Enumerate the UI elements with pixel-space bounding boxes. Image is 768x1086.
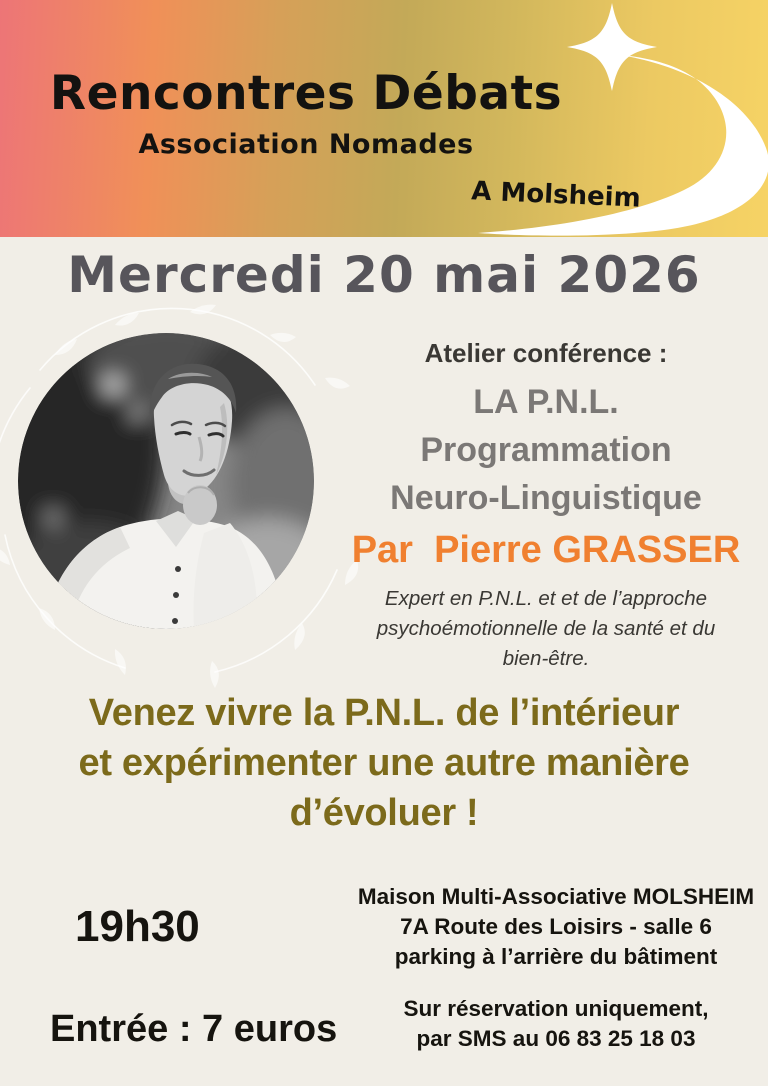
event-date: Mercredi 20 mai 2026 <box>67 246 701 304</box>
header-text-block <box>0 68 612 160</box>
speaker-bio <box>330 584 762 674</box>
event-title-word-1: Programmation <box>420 431 672 469</box>
venue-address <box>348 882 764 972</box>
venue-line: 7A Route des Loisirs - salle 6 <box>400 914 712 939</box>
speaker-name: Par Pierre GRASSER <box>351 529 741 571</box>
venue-line: Maison Multi-Associative MOLSHEIM <box>357 884 755 909</box>
pitch-line: d’évoluer ! <box>289 792 479 834</box>
speaker-bio-line: bien-être. <box>502 647 590 670</box>
booking-line: par SMS au 06 83 25 18 03 <box>416 1026 696 1051</box>
event-title-word-2: Neuro-Linguistique <box>390 479 702 517</box>
event-info-column <box>330 336 762 674</box>
venue-line: parking à l’arrière du bâtiment <box>394 944 718 969</box>
event-kicker: Atelier conférence : <box>424 338 668 368</box>
event-acronym: LA P.N.L. <box>473 383 619 421</box>
poster-title: Rencontres Débats <box>49 66 563 121</box>
speaker-bio-line: psychoémotionnelle de la santé et du <box>376 617 716 640</box>
entry-price: Entrée : 7 euros <box>50 1008 338 1050</box>
speaker-portrait-photo <box>18 333 314 629</box>
booking-info <box>348 994 764 1054</box>
pitch-text <box>0 688 768 838</box>
event-time: 19h30 <box>75 902 200 951</box>
pitch-line: et expérimenter une autre manière <box>78 742 690 784</box>
header-banner <box>0 0 768 237</box>
association-name: Association Nomades <box>138 128 474 160</box>
booking-line: Sur réservation uniquement, <box>403 996 709 1021</box>
pitch-line: Venez vivre la P.N.L. de l’intérieur <box>88 692 680 734</box>
location-label: A Molsheim <box>470 176 642 214</box>
speaker-bio-line: Expert en P.N.L. et et de l’approche <box>384 587 708 610</box>
